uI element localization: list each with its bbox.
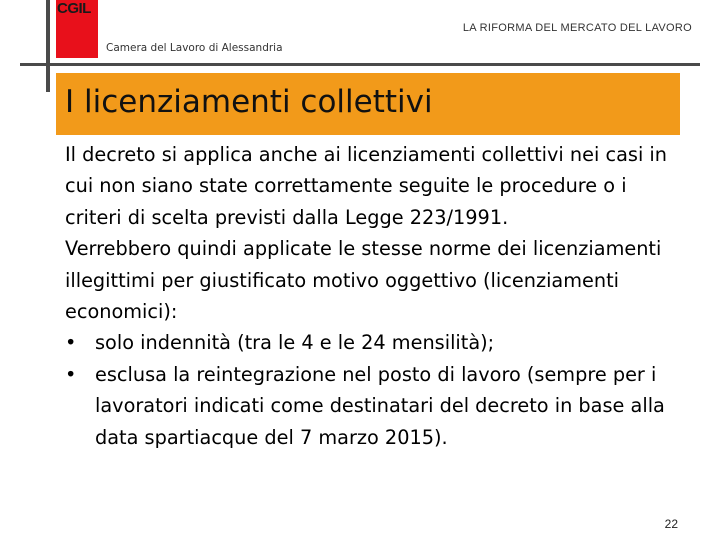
logo-text: CGIL — [57, 0, 91, 17]
bullet-text: solo indennità (tra le 4 e le 24 mensilità); — [95, 331, 495, 355]
organization-name: Camera del Lavoro di Alessandria — [106, 42, 283, 54]
list-item — [65, 359, 685, 453]
paragraph-consequence: Verrebbero quindi applicate le stesse norme dei licenziamenti illegittimi per giustificato motivo oggettivo (licenziamenti economici): — [65, 237, 662, 324]
horizontal-rule — [20, 63, 700, 66]
bullet-text: esclusa la reintegrazione nel posto di lavoro (sempre per i lavoratori indicati come destinatari del decreto in base alla data spartiacque del 7 marzo 2015). — [95, 362, 665, 449]
slide-body — [65, 139, 685, 453]
slide-title: I licenziamenti collettivi — [65, 84, 433, 120]
bullet-list — [65, 327, 685, 453]
vertical-rule — [46, 0, 50, 92]
page-number: 22 — [664, 517, 678, 531]
list-item — [65, 327, 685, 358]
bullet-icon: • — [65, 362, 77, 386]
document-title: LA RIFORMA DEL MERCATO DEL LAVORO — [462, 22, 692, 34]
paragraph-intro: Il decreto si applica anche ai licenziamenti collettivi nei casi in cui non siano state correttamente seguite le procedure o i criteri di scelta previsti dalla Legge 223/1991. — [65, 143, 668, 229]
bullet-icon: • — [65, 331, 77, 355]
